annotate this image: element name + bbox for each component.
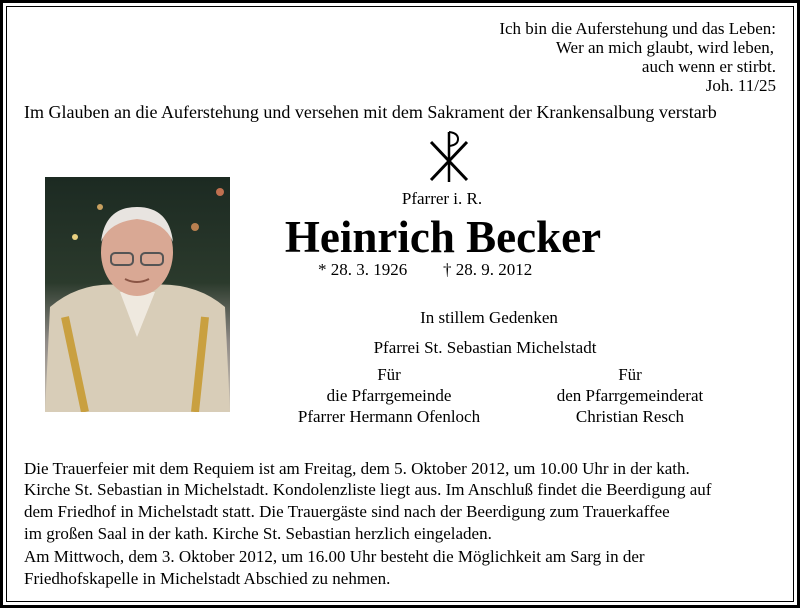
announcement-line: im großen Saal in der kath. Kirche St. Sebastian herzlich eingeladen. [24, 524, 492, 543]
signer-name: Pfarrer Hermann Ofenloch [297, 407, 481, 426]
announcement-line: dem Friedhof in Michelstadt statt. Die Trauergäste sind nach der Beerdigung zum Trauerkaffee [24, 502, 670, 521]
intro-text: Im Glauben an die Auferstehung und versehen mit dem Sakrament der Krankensalbung verstarb [24, 102, 717, 122]
quote-reference: Joh. 11/25 [705, 76, 776, 95]
quote-line: Wer an mich glaubt, wird leben, [555, 38, 774, 57]
death-date: † 28. 9. 2012 [443, 260, 533, 279]
deceased-name: Heinrich Becker [284, 212, 602, 262]
announcement-line: Friedhofskapelle in Michelstadt Abschied zu nehmen. [24, 569, 391, 588]
announcement-line: Am Mittwoch, dem 3. Oktober 2012, um 16.00 Uhr besteht die Möglichkeit am Sarg in der [24, 547, 645, 566]
quote-line: Ich bin die Auferstehung und das Leben: [499, 19, 776, 38]
chi-rho-icon [425, 130, 473, 182]
announcement-line: Kirche St. Sebastian in Michelstadt. Kondolenzliste liegt aus. Im Anschluß findet die Beerdigung auf [24, 480, 712, 499]
announcement-line: Die Trauerfeier mit dem Requiem ist am Freitag, dem 5. Oktober 2012, um 10.00 Uhr in der kath. [24, 459, 690, 478]
portrait-photo [45, 177, 230, 412]
memorial-heading: In stillem Gedenken [420, 308, 558, 327]
signer-name: Christian Resch [575, 407, 685, 426]
signer-line: Für [618, 365, 642, 384]
signer-line: den Pfarrgemeinderat [556, 386, 704, 405]
signer-line: Für [377, 365, 401, 384]
parish-name: Pfarrei St. Sebastian Michelstadt [373, 338, 597, 357]
quote-line: auch wenn er stirbt. [641, 57, 776, 76]
signer-line: die Pfarrgemeinde [326, 386, 452, 405]
birth-date: * 28. 3. 1926 [318, 260, 408, 279]
deceased-title: Pfarrer i. R. [401, 189, 483, 208]
